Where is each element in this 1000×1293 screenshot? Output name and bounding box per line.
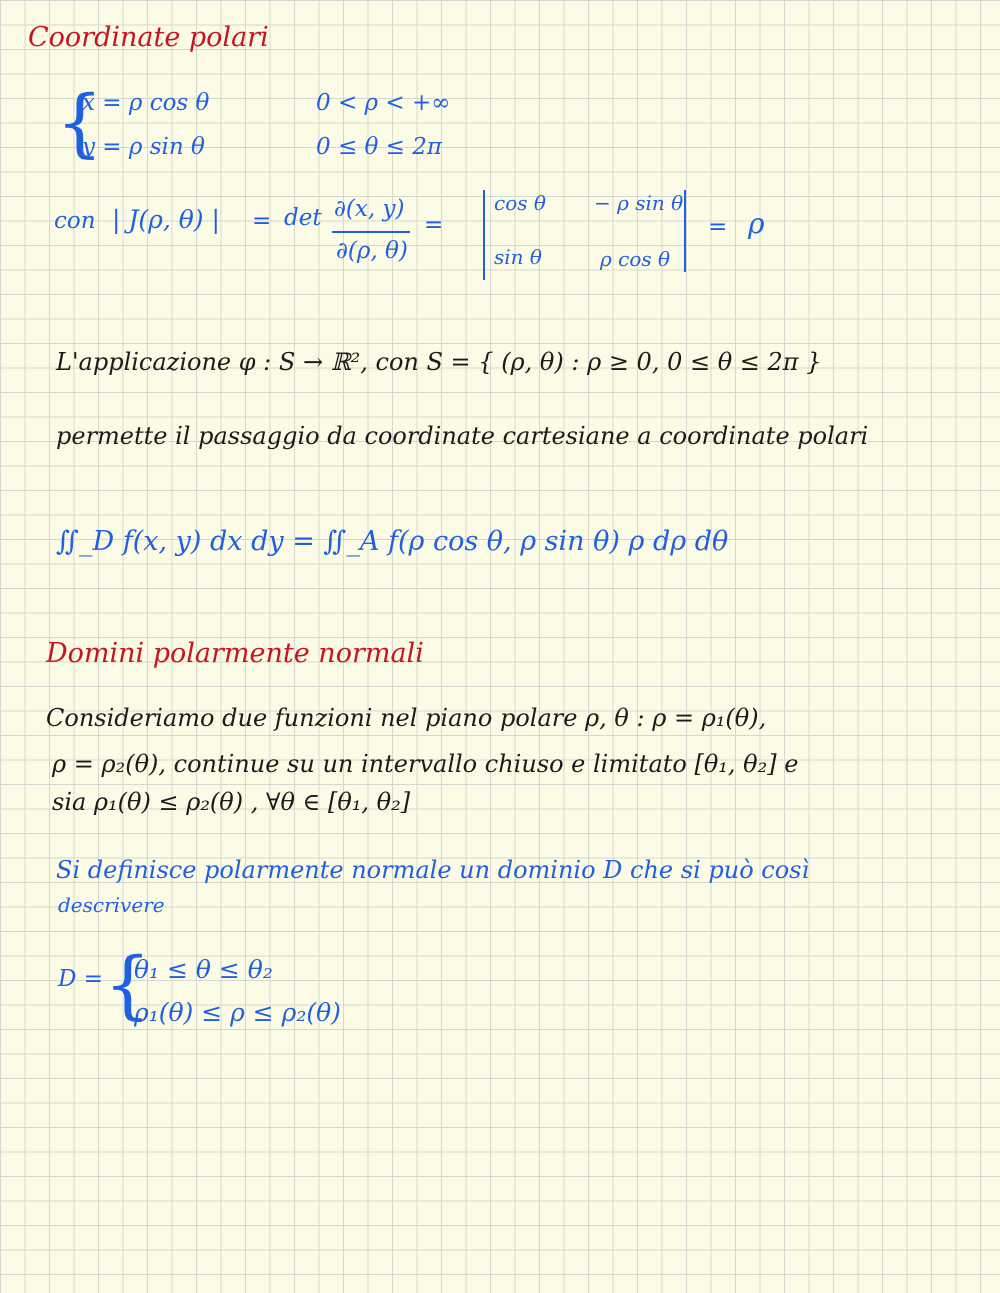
section-title: Domini polarmente normali	[46, 638, 424, 669]
matrix-a21: sin θ	[494, 245, 542, 269]
determinant-bar-left	[483, 190, 485, 280]
determinant-bar-right	[684, 190, 686, 272]
range-rho: 0 < ρ < +∞	[316, 90, 451, 116]
range-theta: 0 ≤ θ ≤ 2π	[316, 134, 443, 160]
definition-line-1: Si definisce polarmente normale un dominio D che si può così	[56, 856, 810, 884]
matrix-a12: − ρ sin θ	[594, 191, 684, 215]
paragraph-line-3: sia ρ₁(θ) ≤ ρ₂(θ) , ∀θ ∈ [θ₁, θ₂]	[52, 788, 411, 816]
jacobian-lhs: | J(ρ, θ) |	[112, 205, 220, 234]
fraction-line	[332, 231, 410, 233]
jacobian-result: ρ	[748, 207, 765, 240]
definition-line-2: descrivere	[58, 893, 165, 917]
mapping-line-1: L'applicazione φ : S → ℝ², con S = { (ρ, θ) : ρ ≥ 0, 0 ≤ θ ≤ 2π }	[56, 348, 822, 376]
paragraph-line-1: Consideriamo due funzioni nel piano polare ρ, θ : ρ = ρ₁(θ),	[46, 704, 767, 732]
matrix-a22: ρ cos θ	[600, 247, 671, 271]
jacobian-numerator: ∂(x, y)	[334, 196, 405, 222]
domain-row-theta: θ₁ ≤ θ ≤ θ₂	[134, 955, 273, 984]
domain-brace: {	[104, 942, 152, 1028]
jacobian-eq2: =	[424, 212, 444, 238]
jacobian-denominator: ∂(ρ, θ)	[336, 238, 408, 264]
jacobian-det: det	[284, 205, 322, 231]
matrix-a11: cos θ	[494, 191, 546, 215]
equation-y: y = ρ sin θ	[82, 134, 205, 160]
paragraph-line-2: ρ = ρ₂(θ), continue su un intervallo chiuso e limitato [θ₁, θ₂] e	[52, 750, 799, 778]
system-brace: {	[56, 80, 104, 166]
mapping-line-2: permette il passaggio da coordinate cartesiane a coordinate polari	[56, 422, 869, 450]
change-of-variables-integral: ∬_D f(x, y) dx dy = ∬_A f(ρ cos θ, ρ sin θ) ρ dρ dθ	[56, 526, 729, 557]
equation-x: x = ρ cos θ	[82, 90, 210, 116]
jacobian-lead: con	[54, 208, 96, 234]
jacobian-eq3: =	[708, 214, 728, 240]
page-title: Coordinate polari	[28, 22, 269, 53]
domain-lhs: D =	[58, 966, 104, 992]
jacobian-eq1: =	[252, 208, 272, 234]
domain-row-rho: ρ₁(θ) ≤ ρ ≤ ρ₂(θ)	[134, 998, 341, 1027]
